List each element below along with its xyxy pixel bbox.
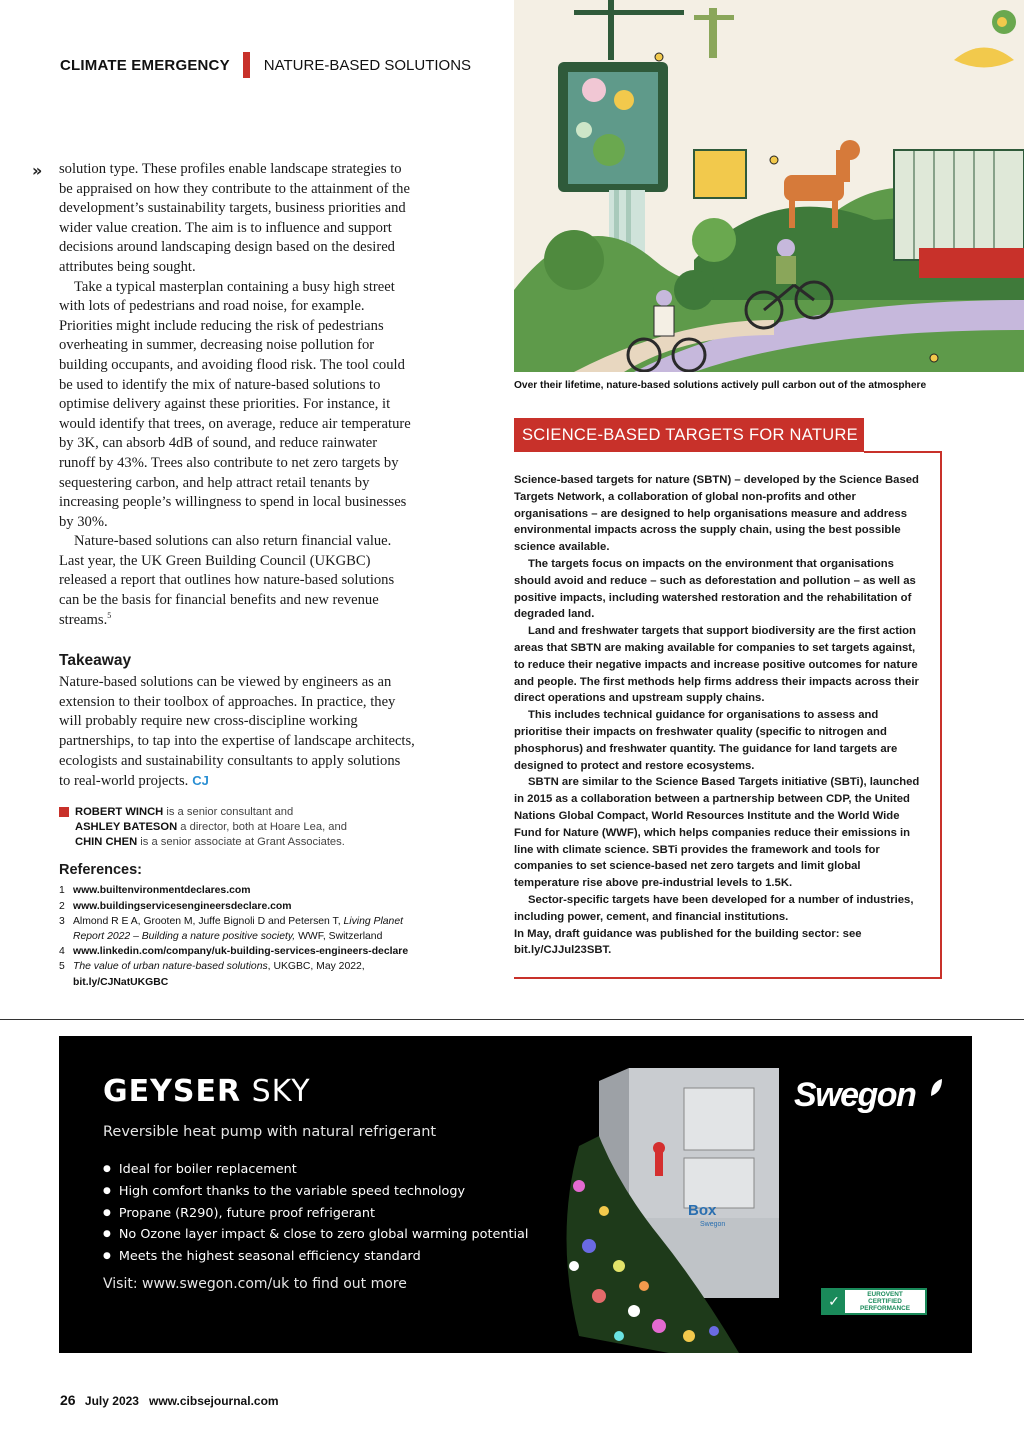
author-name: ROBERT WINCH [75,805,164,818]
reference-link[interactable]: www.buildingservicesengineersdeclare.com [73,900,292,912]
eurovent-text [845,1291,925,1313]
illustration-caption: Over their lifetime, nature-based solutions actively pull carbon out of the atmosphere [514,380,927,391]
takeaway-body [59,673,415,792]
author-marker-square [59,807,69,817]
section-subtitle: NATURE-BASED SOLUTIONS [263,56,472,74]
leaf-icon [929,1078,943,1098]
issue-date: July 2023 [84,1394,139,1408]
continued-marker: » [32,161,43,180]
ad-feature: ● Ideal for boiler replacement [103,1160,528,1182]
author-role: is a senior consultant and [163,805,294,818]
ad-feature: ● Propane (R290), future proof refrigerant [103,1204,528,1226]
end-mark: CJ [192,773,209,789]
ad-subtitle: Reversible heat pump with natural refrigerant [103,1124,437,1140]
sidebar-paragraph: Science-based targets for nature (SBTN) – developed by the Science Based Targets Network, a collaboration of global non-profits and other organisations – are designed to help organisations measure and address environmental impacts across the supply chain, using the best possible science available. [514,474,919,554]
sidebar-last-text: In May, draft guidance was published for the building sector: see [514,927,862,940]
reference-item [59,944,415,959]
reference-number: 3 [59,915,65,927]
author-name: ASHLEY BATESON [75,821,178,834]
ad-feature: ● Meets the highest seasonal efficiency standard [103,1247,528,1269]
reference-number: 4 [59,946,65,958]
reference-item [59,883,415,898]
city-nature-artwork [514,0,1024,372]
references-list [59,883,415,989]
section-title: CLIMATE EMERGENCY [60,56,230,74]
sidebar-paragraph: Sector-specific targets have been developed for a number of industries, including power, cement, and financial institutions. [514,893,914,923]
reference-link[interactable]: bit.ly/CJNatUKGBC [73,976,169,988]
unit-brand: Swegon [700,1221,726,1228]
author-name: CHIN CHEN [75,836,138,849]
article-paragraph: solution type. These profiles enable landscape strategies to be appraised on how they contribute to the attainment of the development’s sustainability targets, business priorities and wider value creation. The aim is to influence and support decisions around landscaping design based on the desired attributes being sought. [59,161,410,275]
author-role: a director, both at Hoare Lea, and [177,821,347,834]
sidebar-paragraph: This includes technical guidance for organisations to assess and prioritise their impacts on freshwater quality (specific to nitrogen and phosphorus) and freshwater quantity. The guidance for land targets are designed to protect and restore ecosystems. [514,709,898,772]
unit-label: Box [688,1202,717,1219]
page-number: 26 [60,1392,76,1408]
author-line [75,835,415,850]
ad-title [103,1074,311,1109]
reference-text: , UKGBC, May 2022, [267,961,365,973]
sidebar-paragraph [514,926,924,960]
sidebar-border-bottom [514,977,942,979]
article-body [59,160,415,630]
author-bio [59,805,415,851]
reference-text: Almond R E A, Grooten M, Juffe Bignoli D and Petersen T, [73,915,344,927]
reference-number: 5 [59,961,65,973]
advertisement[interactable] [59,1036,972,1353]
article-paragraph-text: Nature-based solutions can also return financial value. Last year, the UK Green Building Council (UKGBC) released a report that outlines how nature-based solutions can be the basis for financial benefits and new revenue streams. [59,533,395,628]
article-paragraph [59,532,415,630]
ad-feature: ● High comfort thanks to the variable speed technology [103,1182,528,1204]
sidebar-paragraph: Land and freshwater targets that support biodiversity are the first action areas that SBTN are making available for companies to set targets against, to reduce their negative impacts and increase positive outcomes for nature and people. The first methods help firms address their impacts across their direct operations and upstream supply chains. [514,625,919,705]
sidebar-paragraph: The targets focus on impacts on the environment that organisations should avoid and reduce – such as deforestation and pollution – as well as positive impacts, including watershed restoration and the rehabilitation of degraded land. [514,557,916,621]
journal-site[interactable]: www.cibsejournal.com [148,1394,279,1408]
takeaway-paragraph [59,673,415,792]
section-divider-bar [243,52,250,78]
ad-title-light: SKY [241,1074,311,1109]
references-heading: References: [59,862,143,879]
eurovent-line: PERFORMANCE [859,1305,911,1313]
reference-item [59,959,415,989]
reference-title: The value of urban nature-based solutions [73,961,268,973]
sidebar-body [514,472,924,959]
eurovent-badge [821,1288,927,1315]
checkmark-icon: ✓ [823,1290,845,1313]
reference-number: 2 [59,900,65,912]
takeaway-text: Nature-based solutions can be viewed by engineers as an extension to their toolbox of approaches. In practice, they will probably require new cross-discipline working partnerships, to tap into the expertise of landscape architects, ecologists and sustainability consultants to apply solutions to real-world projects. [59,674,415,790]
section-header [60,52,471,78]
swegon-logo: Swegon [794,1076,916,1114]
eurovent-line: EUROVENT [867,1290,903,1298]
article-paragraph: Take a typical masterplan containing a busy high street with lots of pedestrians and road noise, for example. Priorities might include reducing the risk of pedestrians overheating in summer, decreasing noise pollution for building occupants, and avoiding flood risk. The tool could be used to identify the mix of nature-based solutions to optimise delivery against these priorities. For instance, it would identify that trees, on average, reduce air temperature by 3K, can absorb 4dB of sound, and reduce rainwater runoff by 43%. Trees also contribute to net zero targets by sequestering carbon, and help attract retail tenants by increasing people’s willingness to spend in local businesses by 30%. [59,278,411,530]
ad-title-bold: GEYSER [103,1074,242,1109]
ad-feature-list [103,1160,528,1269]
article-column [32,160,415,990]
footnote-mark: 5 [107,610,112,620]
sidebar-title: SCIENCE-BASED TARGETS FOR NATURE [514,418,864,452]
takeaway-heading: Takeaway [59,652,132,670]
reference-link[interactable]: www.builtenvironmentdeclares.com [73,885,251,897]
ad-visit-link[interactable]: Visit: www.swegon.com/uk to find out more [103,1276,407,1292]
sidebar-paragraph: SBTN are similar to the Science Based Targets initiative (SBTi), launched in 2015 as a collaboration between a partnership between CDP, the United Nations Global Compact, World Resources Institute and the World Wide Fund for Nature (WWF), which helps companies reduce their emissions in line with climate science. SBTi provides the framework and tools for companies to set science-based net zero targets and limit global temperature rise above pre-industrial levels to 1.5K. [514,776,920,890]
reference-number: 1 [59,885,65,897]
ad-divider [0,1019,1024,1020]
reference-title: Living Planet Report 2022 – Building a nature positive society, [73,915,403,943]
reference-item [59,899,415,914]
eurovent-line: CERTIFIED [868,1297,902,1305]
reference-text: WWF, Switzerland [295,931,383,943]
reference-item [59,914,415,944]
page-footer [60,1392,279,1408]
nature-illustration [514,0,1024,372]
ad-feature: ● No Ozone layer impact & close to zero global warming potential [103,1225,528,1247]
author-line [75,820,415,835]
sidebar-link[interactable]: bit.ly/CJJul23SBT [514,944,609,957]
reference-link[interactable]: www.linkedin.com/company/uk-building-services-engineers-declare [73,946,409,958]
author-role: is a senior associate at Grant Associates. [137,836,345,849]
author-line [75,805,415,820]
sidebar-last-end: . [608,944,612,957]
